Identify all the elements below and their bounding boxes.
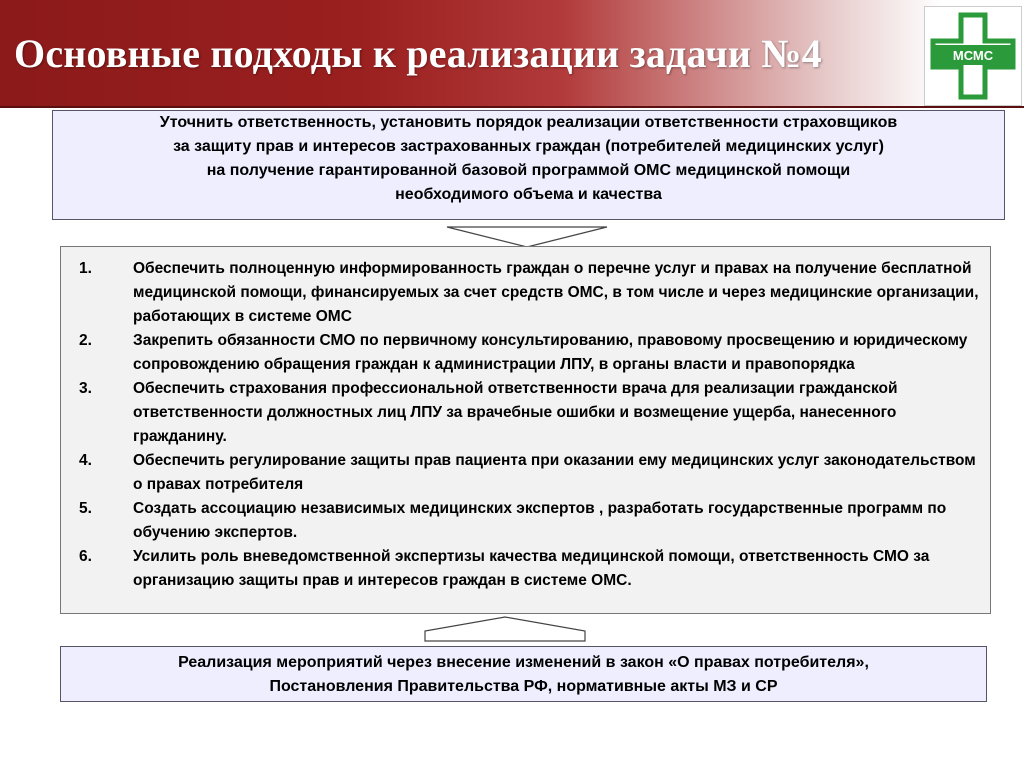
title-bar — [0, 0, 1024, 108]
list-item-number: 4. — [79, 452, 92, 469]
list-item-number: 1. — [79, 260, 92, 277]
implementation-line: Постановления Правительства РФ, нормативные акты МЗ и СР — [269, 678, 778, 695]
list-item-text: Обеспечить регулирование защиты прав пациента при оказании ему медицинских услуг законодательством о правах потребителя — [133, 452, 976, 493]
list-item — [71, 329, 980, 377]
list-item — [71, 377, 980, 449]
measures-list — [60, 246, 991, 614]
list-item-number: 3. — [79, 380, 92, 397]
goal-box — [52, 110, 1005, 220]
down-arrow-icon — [446, 226, 608, 248]
list-item — [71, 497, 980, 545]
list-item-text: Обеспечить страхования профессиональной ответственности врача для реализации гражданской ответственности должностных лиц ЛПУ за врачебные ошибки и возмещение ущерба, нанесенного гражданину. — [133, 380, 898, 445]
slide-title: Основные подходы к реализации задачи №4 — [14, 31, 822, 76]
list-item — [71, 449, 980, 497]
list-item-text: Закрепить обязанности СМО по первичному консультированию, правовому просвещению и юридическому сопровождению обращения граждан к администрации ЛПУ, в органы власти и правопорядка — [133, 332, 968, 373]
goal-line: Уточнить ответственность, установить порядок реализации ответственности страховщиков — [159, 114, 898, 131]
green-cross-icon — [925, 7, 1021, 105]
list-item-text: Создать ассоциацию независимых медицинских экспертов , разработать государственные программ по обучению экспертов. — [133, 500, 947, 541]
list-item — [71, 257, 980, 329]
list-item — [71, 545, 980, 593]
goal-line: за защиту прав и интересов застрахованных граждан (потребителей медицинских услуг) — [173, 138, 884, 155]
goal-line: необходимого объема и качества — [395, 186, 662, 203]
list-item-number: 2. — [79, 332, 92, 349]
logo — [924, 6, 1022, 106]
list-item-text: Усилить роль вневедомственной экспертизы качества медицинской помощи, ответственность СМО за организацию защиты прав и интересов граждан в системе ОМС. — [133, 548, 930, 589]
up-arrow-icon — [424, 616, 586, 642]
goal-line: на получение гарантированной базовой программой ОМС медицинской помощи — [206, 162, 851, 179]
logo-text: МСМС — [952, 48, 994, 63]
list-item-number: 6. — [79, 548, 92, 565]
list-item-number: 5. — [79, 500, 92, 517]
implementation-line: Реализация мероприятий через внесение изменений в закон «О правах потребителя», — [178, 654, 869, 671]
list-item-text: Обеспечить полноценную информированность граждан о перечне услуг и правах на получение бесплатной медицинской помощи, финансируемых за счет средств ОМС, в том числе и через медицинские организации, работающих в системе ОМС — [133, 260, 979, 325]
implementation-box — [60, 646, 987, 702]
